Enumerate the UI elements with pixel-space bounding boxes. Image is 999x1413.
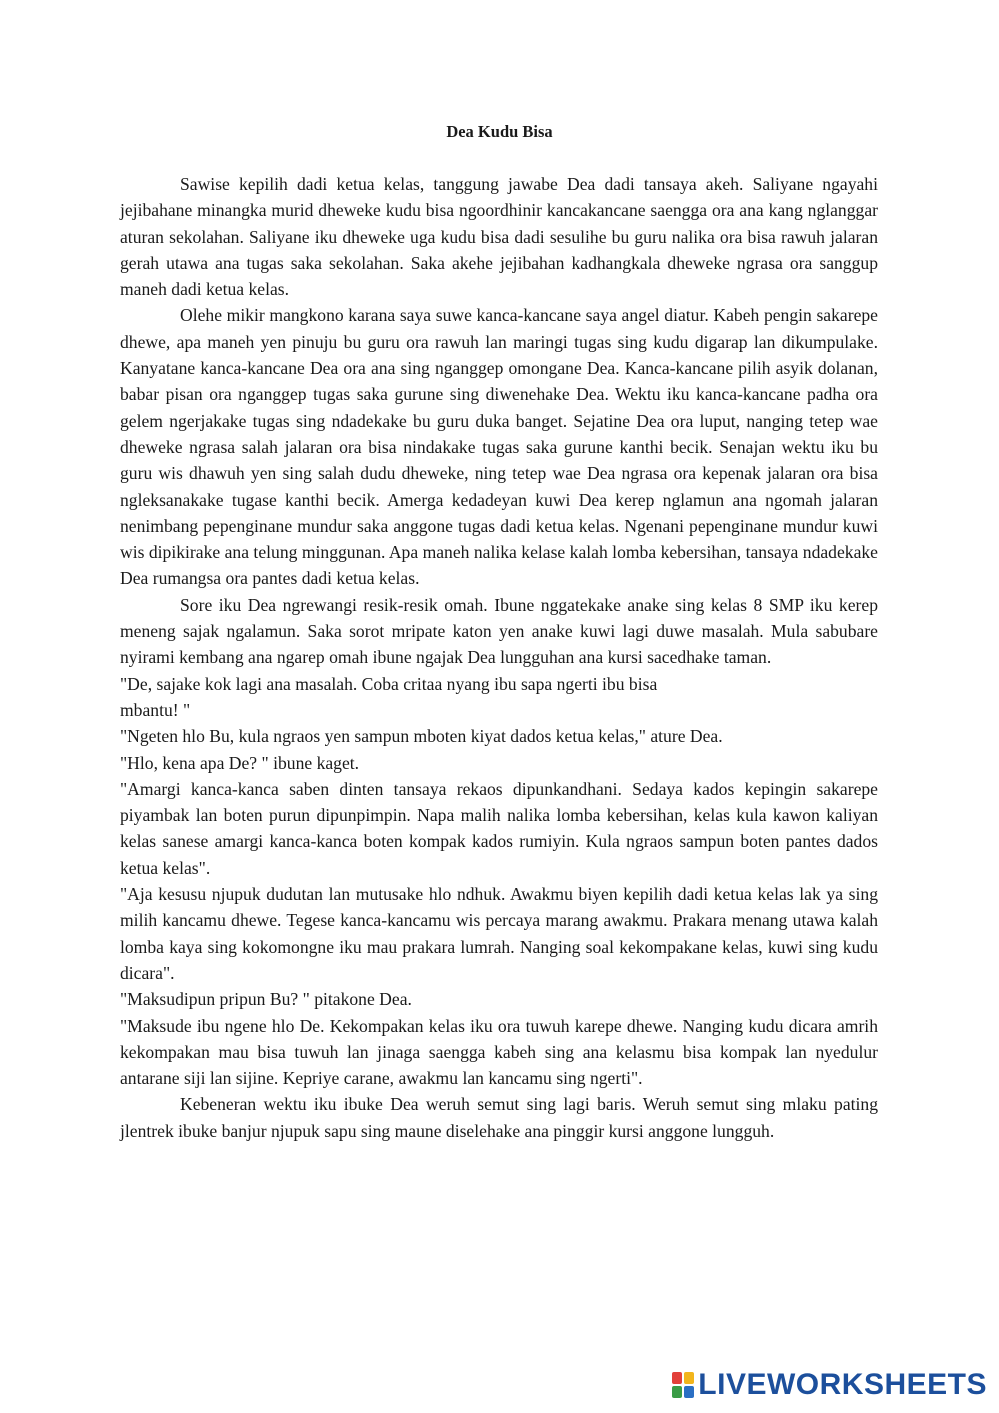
logo-text: LIVEWORKSHEETS: [698, 1368, 987, 1401]
logo-square-blue: [684, 1386, 694, 1398]
logo-square-green: [672, 1386, 682, 1398]
document-body: [120, 171, 878, 1144]
paragraph-final: Kebeneran wektu iku ibuke Dea weruh semut sing lagi baris. Weruh semut sing mlaku pating jlentrek ibuke banjur njupuk sapu sing maune diselehake ana pinggir kursi anggone lungguh.: [120, 1094, 878, 1141]
liveworksheets-logo[interactable]: [672, 1365, 987, 1405]
paragraph-3: Sore iku Dea ngrewangi resik-resik omah. Ibune nggatekake anake sing kelas 8 SMP iku kerep meneng sajak ngalamun. Saka sorot mripate katon yen anake kuwi lagi duwe masalah. Mula sabubare nyirami kembang ana ngarep omah ibune ngajak Dea lungguhan ana kursi sacedhake taman.: [120, 594, 878, 668]
paragraph-2: Olehe mikir mangkono karana saya suwe kanca-kancane saya angel diatur. Kabeh pengin sakarepe dhewe, apa maneh yen pinuju bu guru ora rawuh lan maringi tugas sing kudu digarap lan dikumpulake. Kanyatane kanca-kancane Dea ora ana sing nganggep omongane Dea. Kanca-kancane pilih asyik dolanan, babar pisan ora nganggep tugas saka gurune sing diwenehake Dea. Wektu iku kanca-kancane padha ora gelem ngerjakake tugas sing ndadekake bu guru duka banget. Sejatine Dea ora luput, nanging tetep wae dheweke ngrasa salah jalaran ora bisa nindakake tugas saka gurune kanthi becik. Senajan wektu iku bu guru wis dhawuh yen sing salah dudu dheweke, ning tetep wae Dea ngrasa ora kepenak jalaran ora bisa ngleksanakake tugase kanthi becik. Amerga kedadeyan kuwi Dea kerep nglamun ana ngomah jalaran nenimbang pepenginane mundur saka anggone tugas dadi ketua kelas. Ngenani pepenginane mundur kuwi wis dipikirake ana telung minggunan. Apa maneh nalika kelase kalah lomba kebersihan, tansaya ndadekake Dea rumangsa ora pantes dadi ketua kelas.: [120, 305, 878, 589]
dialogue-line-1b: mbantu! ": [120, 699, 191, 720]
logo-square-red: [672, 1372, 682, 1384]
dialogue-line-3: "Hlo, kena apa De? " ibune kaget.: [120, 752, 360, 773]
document-title: Dea Kudu Bisa: [446, 122, 553, 141]
dialogue-line-7: "Maksude ibu ngene hlo De. Kekompakan kelas iku ora tuwuh karepe dhewe. Nanging kudu dicara amrih kekompakan mau bisa tuwuh lan jinaga saengga kabeh sing ana kelasmu bisa kompak lan nyedulur antarane siji lan sijine. Kepriye carane, awakmu lan kancamu sing ngerti".: [120, 1015, 878, 1089]
dialogue-line-1a: "De, sajake kok lagi ana masalah. Coba critaa nyang ibu sapa ngerti ibu bisa: [120, 673, 658, 694]
logo-square-yellow: [684, 1372, 694, 1384]
liveworksheets-logo-icon: [672, 1372, 694, 1398]
dialogue-line-2: "Ngeten hlo Bu, kula ngraos yen sampun mboten kiyat dados ketua kelas," ature Dea.: [120, 726, 723, 747]
dialogue-line-5: "Aja kesusu njupuk dudutan lan mutusake hlo ndhuk. Awakmu biyen kepilih dadi ketua kelas lak ya sing milih kancamu dhewe. Tegese kanca-kancamu wis percaya marang awakmu. Prakara menang utawa kalah lomba kaya sing kokomongne iku mau prakara lumrah. Nanging soal kekompakane kelas, kuwi sing kudu dicara".: [120, 884, 878, 983]
paragraph-1: Sawise kepilih dadi ketua kelas, tanggung jawabe Dea dadi tansaya akeh. Saliyane ngayahi jejibahane minangka murid dheweke kudu bisa ngoordhinir kancakancane saengga ora ana kang nglanggar aturan sekolahan. Saliyane iku dheweke uga kudu bisa dadi sesulihe bu guru nalika ora bisa rawuh jalaran gerah utawa ana tugas saka sekolahan. Saka akehe jejibahan kadhangkala dheweke ngrasa ora sanggup maneh dadi ketua kelas.: [120, 174, 878, 300]
dialogue-line-4: "Amargi kanca-kanca saben dinten tansaya rekaos dipunkandhani. Sedaya kados kepingin sakarepe piyambak lan boten purun dipunpimpin. Napa malih nalika lomba kebersihan, kelas kula kawon kaliyan kelas sanese amargi kanca-kanca boten kompak kados rumiyin. Kula ngraos sampun boten pantes dados ketua kelas".: [120, 778, 878, 878]
dialogue-line-6: "Maksudipun pripun Bu? " pitakone Dea.: [120, 989, 412, 1010]
